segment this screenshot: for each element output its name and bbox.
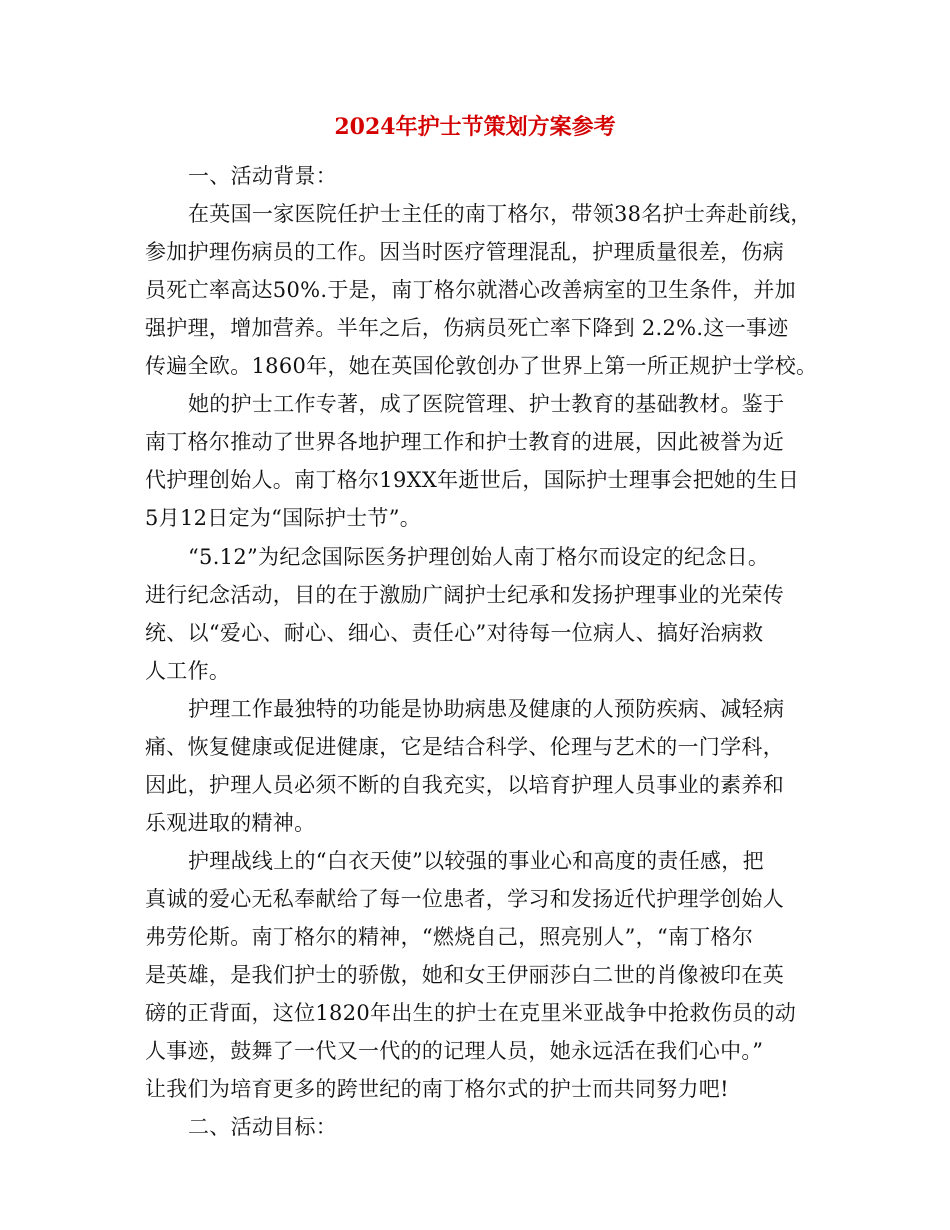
body-line: 5月12日定为“国际护士节”。 xyxy=(145,506,422,531)
body-line: 员死亡率高达50%.于是，南丁格尔就潜心改善病室的卫生条件，并加 xyxy=(145,278,796,303)
body-line: 参加护理伤病员的工作。因当时医疗管理混乱，护理质量很差，伤病 xyxy=(145,240,784,265)
body-line: 真诚的爱心无私奉献给了每一位患者，学习和发扬近代护理学创始人 xyxy=(145,886,784,911)
document-title: 2024年护士节策划方案参考 xyxy=(334,114,616,140)
body-line: 护理战线上的“白衣天使”以较强的事业心和高度的责任感，把 xyxy=(188,848,764,873)
body-line: 进行纪念活动，目的在于激励广阔护士纪承和发扬护理事业的光荣传 xyxy=(145,582,784,607)
body-line: 一、活动背景： xyxy=(188,164,338,188)
body-line: 在英国一家医院任护士主任的南丁格尔，带领38名护士奔赴前线， xyxy=(188,202,812,227)
body-line: 让我们为培育更多的跨世纪的南丁格尔式的护士而共同努力吧! xyxy=(145,1077,729,1102)
body-line: 是英雄，是我们护士的骄傲，她和女王伊丽莎白二世的肖像被印在英 xyxy=(145,963,784,988)
body-line: “5.12”为纪念国际医务护理创始人南丁格尔而设定的纪念日。 xyxy=(188,544,770,569)
body-line: 她的护士工作专著，成了医院管理、护士教育的基础教材。鉴于 xyxy=(188,392,785,417)
body-line: 统、以“爱心、耐心、细心、责任心”对待每一位病人、搞好治病救 xyxy=(145,620,764,645)
body-line: 强护理，增加营养。半年之后，伤病员死亡率下降到 2.2%.这一事迹 xyxy=(145,316,789,341)
body-line: 磅的正背面，这位1820年出生的护士在克里米亚战争中抢救伤员的动 xyxy=(145,1001,797,1026)
body-line: 二、活动目标： xyxy=(188,1115,338,1140)
body-line: 痛、恢复健康或促进健康，它是结合科学、伦理与艺术的一门学科， xyxy=(145,734,784,759)
body-line: 因此，护理人员必须不断的自我充实，以培育护理人员事业的素养和 xyxy=(145,772,784,797)
body-line: 人事迹，鼓舞了一代又一代的的记理人员，她永远活在我们心中。” xyxy=(145,1039,764,1064)
body-line: 传遍全欧。1860年，她在英国伦敦创办了世界上第一所正规护士学校。 xyxy=(145,354,818,379)
body-line: 护理工作最独特的功能是协助病患及健康的人预防疾病、减轻病 xyxy=(188,696,785,721)
body-line: 南丁格尔推动了世界各地护理工作和护士教育的进展，因此被誉为近 xyxy=(145,430,784,455)
body-line: 弗劳伦斯。南丁格尔的精神，“燃烧自己，照亮别人”，“南丁格尔 xyxy=(145,925,754,949)
body-line: 代护理创始人。南丁格尔19XX年逝世后，国际护士理事会把她的生日 xyxy=(145,468,800,493)
body-line: 乐观进取的精神。 xyxy=(145,810,316,835)
body-line: 人工作。 xyxy=(145,658,231,683)
